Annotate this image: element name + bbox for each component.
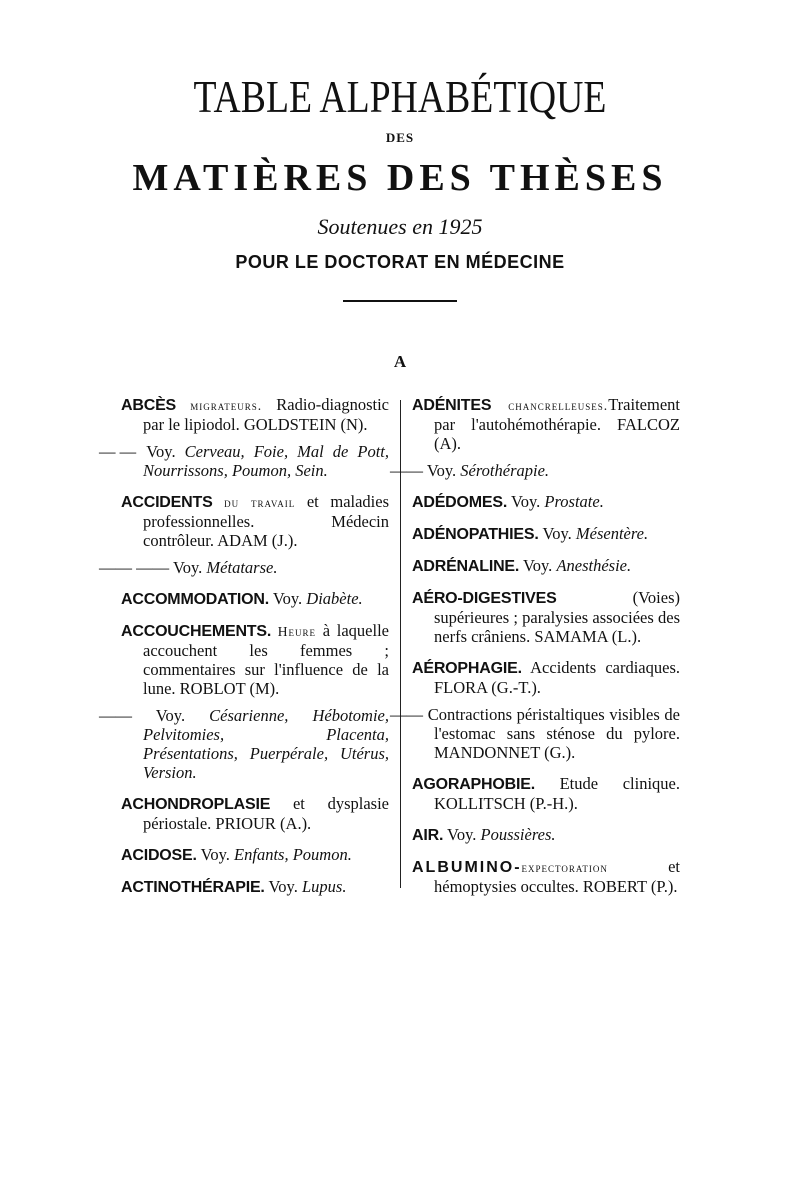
- entry-text: et hémoptysies occultes. ROBERT (P.).: [434, 857, 680, 896]
- index-entry: [412, 825, 680, 845]
- index-entry: [99, 558, 389, 577]
- entry-headword: ACCOMMODATION.: [121, 591, 269, 608]
- index-entry: [390, 461, 680, 480]
- index-entry: [390, 705, 681, 762]
- entry-text: à laquelle accouchent les femmes ; commentaires sur l'influence de la lune. ROBLOT (M).: [143, 621, 389, 698]
- entry-smallcaps: chancrelleuses.: [508, 398, 609, 413]
- entry-refs: Césarienne, Hébotomie, Pelvitomies, Placenta, Présentations, Puerpérale, Utérus, Version.: [143, 706, 389, 782]
- entry-text: (Voies) supérieures ; paralysies associées des nerfs crâniens. SAMAMA (L.).: [434, 588, 680, 646]
- index-entry: [121, 589, 389, 609]
- entry-smallcaps: migrateurs.: [190, 398, 263, 413]
- entry-refs: Anesthésie.: [556, 556, 632, 575]
- entry-refs: Cerveau, Foie, Mal de Pott, Nourrissons, Poumon, Sein.: [143, 442, 389, 480]
- entry-refs: Métatarse.: [206, 558, 278, 577]
- index-entry: [121, 492, 389, 550]
- entry-voy: Voy.: [146, 442, 176, 461]
- entry-headword: ALBUMINO-: [412, 859, 522, 876]
- left-column: [99, 395, 390, 909]
- entry-headword: ACTINOTHÉRAPIE.: [121, 879, 265, 896]
- entry-voy: Voy.: [510, 492, 541, 511]
- entry-voy: Voy.: [426, 461, 457, 480]
- entry-text: Traitement par l'autohémothérapie. FALCOZ (A).: [434, 395, 680, 453]
- entry-refs: Lupus.: [301, 877, 347, 896]
- entry-voy: Voy.: [447, 825, 477, 844]
- entry-text: Radio-diagnostic par le lipiodol. GOLDSTEIN (N).: [143, 395, 390, 434]
- entry-text: Accidents cardiaques. FLORA (G.-T.).: [434, 658, 680, 697]
- index-entry: [412, 556, 680, 576]
- entry-headword: AIR.: [412, 827, 444, 844]
- entry-voy: Voy.: [268, 877, 298, 896]
- entry-text: Etude clinique. KOLLITSCH (P.-H.).: [434, 774, 680, 813]
- entry-headword: ACHONDROPLASIE: [121, 796, 271, 813]
- index-entry: [412, 857, 680, 896]
- entry-headword: ACCOUCHEMENTS.: [121, 623, 272, 640]
- entry-dash: ——: [99, 706, 132, 725]
- index-entry: [121, 845, 389, 865]
- index-entry: [121, 395, 389, 434]
- entry-smallcaps: expectoration: [521, 860, 608, 875]
- index-entry: [412, 774, 680, 813]
- entry-dash: — —: [99, 442, 137, 461]
- entry-headword: ABCÈS: [121, 397, 177, 414]
- index-entry: [412, 524, 680, 544]
- index-entry: [412, 395, 680, 453]
- entry-headword: AÉROPHAGIE.: [412, 660, 522, 677]
- entry-headword: ACCIDENTS: [121, 494, 213, 511]
- entry-headword: ADRÉNALINE.: [412, 558, 520, 575]
- soutenues-line: Soutenues en 1925: [317, 214, 483, 239]
- entry-dash: ——: [390, 705, 423, 724]
- index-entry: [99, 442, 389, 480]
- document-title: TABLE ALPHABÉTIQUE: [193, 71, 607, 122]
- index-entry: [121, 794, 389, 833]
- index-entry: [99, 706, 389, 782]
- title-rule: [343, 300, 457, 302]
- entry-voy: Voy.: [172, 558, 203, 577]
- entry-voy: Voy.: [155, 706, 186, 725]
- entry-headword: AGORAPHOBIE.: [412, 776, 535, 793]
- entry-refs: Enfants, Poumon.: [234, 845, 352, 864]
- index-entry: [121, 877, 389, 897]
- entry-voy: Voy.: [200, 845, 230, 864]
- entry-headword: ACIDOSE.: [121, 847, 197, 864]
- entry-headword: ADÉDOMES.: [412, 494, 508, 511]
- entry-text: et maladies professionnelles. Médecin contrôleur. ADAM (J.).: [143, 492, 390, 550]
- document-subtitle: MATIÈRES DES THÈSES: [132, 157, 668, 199]
- index-entry: [412, 588, 680, 646]
- entry-headword: ADÉNITES: [412, 397, 492, 414]
- title-des: DES: [385, 130, 415, 145]
- right-column: [390, 395, 681, 908]
- entry-text: et dysplasie périostale. PRIOUR (A.).: [143, 794, 389, 833]
- entry-voy: Voy.: [522, 556, 553, 575]
- index-entry: [412, 658, 680, 697]
- entry-voy: Voy.: [272, 589, 303, 608]
- doctorat-line: POUR LE DOCTORAT EN MÉDECINE: [235, 252, 565, 272]
- section-letter: A: [393, 352, 407, 371]
- entry-text: Contractions péristaltiques visibles de l'estomac sans sténose du pylore. MANDONNET (G.).: [427, 705, 681, 762]
- entry-refs: Poussières.: [480, 825, 556, 844]
- entry-refs: Sérothérapie.: [460, 461, 550, 480]
- entry-dash: —— ——: [99, 558, 170, 577]
- index-entry: [412, 492, 680, 512]
- index-entry: [121, 621, 389, 698]
- entry-headword: AÉRO-DIGESTIVES: [412, 590, 557, 607]
- entry-voy: Voy.: [542, 524, 572, 543]
- entry-headword: ADÉNOPATHIES.: [412, 526, 539, 543]
- entry-refs: Prostate.: [544, 492, 604, 511]
- entry-refs: Diabète.: [306, 589, 363, 608]
- entry-smallcaps: du travail: [224, 495, 296, 510]
- entry-smallcaps: Heure: [277, 624, 317, 639]
- entry-refs: Mésentère.: [575, 524, 649, 543]
- entry-dash: ——: [390, 461, 423, 480]
